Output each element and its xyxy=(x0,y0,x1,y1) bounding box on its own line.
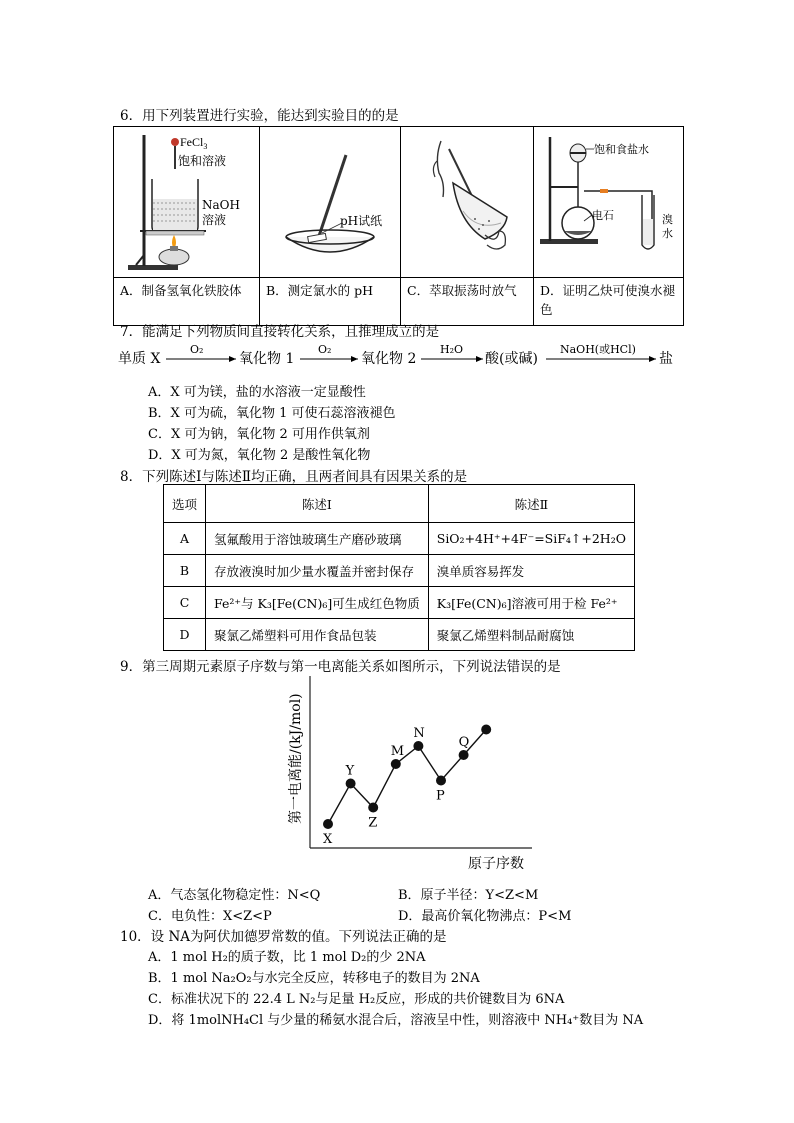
q6-stem: 6．用下列装置进行实验，能达到实验目的的是 xyxy=(120,108,399,124)
ionization-energy-series xyxy=(323,725,491,848)
q7-option-a: A．X 可为镁，盐的水溶液一定显酸性 xyxy=(148,385,366,400)
q8-statement-table xyxy=(163,484,635,651)
q6-option-a: A．制备氢氧化铁胶体 xyxy=(114,278,260,326)
q6-option-d: D．证明乙炔可使溴水褪色 xyxy=(534,278,684,326)
q9-option-b: B．原子半径：Y<Z<M xyxy=(398,888,539,903)
q8-stem: 8．下列陈述Ⅰ与陈述Ⅱ均正确，且两者间具有因果关系的是 xyxy=(120,469,468,485)
q6-image-d xyxy=(534,127,684,278)
q7-conversion-chain xyxy=(118,342,688,372)
x-axis-label: 原子序数 xyxy=(468,856,524,872)
q10-option-a: A．1 mol H₂的质子数，比 1 mol D₂的少 2NA xyxy=(148,950,426,965)
q8-row-b-option: B xyxy=(164,555,206,587)
q6a-label-saturated: 饱和溶液 xyxy=(178,154,227,168)
data-point-Q xyxy=(459,750,469,760)
q6a-label-naoh: NaOH xyxy=(202,198,240,212)
q9-option-d: D．最高价氧化物沸点：P<M xyxy=(398,909,572,924)
data-point-P xyxy=(436,776,446,786)
q6b-label-ph-paper: pH试纸 xyxy=(340,214,383,228)
chain-node-3: 氧化物 2 xyxy=(361,351,417,367)
q6a-label-solution: 溶液 xyxy=(202,213,227,227)
data-point-M xyxy=(391,759,401,769)
chain-arrow-4-label: NaOH(或HCl) xyxy=(560,343,636,356)
q6d-label-brine: 饱和食盐水 xyxy=(594,143,649,156)
q7-option-b: B．X 可为硫，氧化物 1 可使石蕊溶液褪色 xyxy=(148,406,396,421)
q10-stem: 10．设 NA为阿伏加德罗常数的值。下列说法正确的是 xyxy=(120,929,447,945)
data-point-Z xyxy=(368,803,378,813)
q7-option-d: D．X 可为氮，氧化物 2 是酸性氧化物 xyxy=(148,448,371,463)
q8-row-d-option: D xyxy=(164,619,206,651)
q6-option-c: C．萃取振荡时放气 xyxy=(401,278,534,326)
q6d-label-bromine: 溴 xyxy=(662,213,673,226)
data-point-N xyxy=(413,741,423,751)
q8-row-d-s1: 聚氯乙烯塑料可用作食品包装 xyxy=(206,619,429,651)
q6a-label-fecl3: FeCl$_3$ xyxy=(180,135,208,151)
q8-header-statement-1: 陈述Ⅰ xyxy=(206,485,429,523)
fecl3-beaker-heating-diagram xyxy=(114,127,259,273)
point-label-Y: Y xyxy=(345,763,355,779)
q8-row-a-s1: 氢氟酸用于溶蚀玻璃生产磨砂玻璃 xyxy=(206,523,429,555)
q8-row-b-s2: 溴单质容易挥发 xyxy=(428,555,634,587)
point-label-N: N xyxy=(413,726,425,741)
q9-stem: 9．第三周期元素原子序数与第一电离能关系如图所示，下列说法错误的是 xyxy=(120,659,561,675)
q10-option-c: C．标准状况下的 22.4 L N₂与足量 H₂反应，形成的共价键数目为 6NA xyxy=(148,992,565,1007)
data-point-p7 xyxy=(481,725,491,735)
q8-header-option: 选项 xyxy=(164,485,206,523)
q6d-label-water: 水 xyxy=(662,227,673,240)
q6-image-b xyxy=(260,127,401,278)
chain-node-4: 酸(或碱) xyxy=(485,351,538,367)
point-label-Q: Q xyxy=(458,735,470,750)
data-point-X xyxy=(323,819,333,829)
ph-paper-dish-diagram xyxy=(260,127,400,273)
point-label-Z: Z xyxy=(368,815,378,831)
chain-arrow-2-label: O₂ xyxy=(318,343,332,356)
q8-header-statement-2: 陈述Ⅱ xyxy=(428,485,634,523)
q8-row-c-s1: Fe²⁺与 K₃[Fe(CN)₆]可生成红色物质 xyxy=(206,587,429,619)
q8-row-d-s2: 聚氯乙烯塑料制品耐腐蚀 xyxy=(428,619,634,651)
q6-apparatus-table xyxy=(113,126,684,326)
chain-node-2: 氧化物 1 xyxy=(239,351,295,367)
ionization-energy-chart xyxy=(282,676,542,876)
q8-row-a-s2: SiO₂+4H⁺+4F⁻=SiF₄↑+2H₂O xyxy=(428,523,634,555)
q9-option-a: A．气态氢化物稳定性：N<Q xyxy=(148,888,321,903)
q6d-label-carbide: 电石 xyxy=(592,209,614,222)
q8-row-a-option: A xyxy=(164,523,206,555)
chain-node-5: 盐 xyxy=(659,351,673,367)
point-label-P: P xyxy=(436,788,445,804)
q8-row-b-s1: 存放液溴时加少量水覆盖并密封保存 xyxy=(206,555,429,587)
q6-image-c xyxy=(401,127,534,278)
chain-node-1: 单质 X xyxy=(118,351,161,367)
acetylene-bromine-water-diagram xyxy=(534,127,683,273)
q6-option-b: B．测定氯水的 pH xyxy=(260,278,401,326)
q6-image-a xyxy=(114,127,260,278)
y-axis-label: 第一电离能/(kJ/mol) xyxy=(288,693,304,824)
q7-option-c: C．X 可为钠，氧化物 2 可用作供氧剂 xyxy=(148,427,370,442)
chain-arrow-3-label: H₂O xyxy=(440,343,464,356)
q9-option-c: C．电负性：X<Z<P xyxy=(148,909,272,924)
q10-option-b: B．1 mol Na₂O₂与水完全反应，转移电子的数目为 2NA xyxy=(148,971,480,986)
point-label-M: M xyxy=(390,744,405,759)
point-label-X: X xyxy=(323,832,333,847)
q8-row-c-s2: K₃[Fe(CN)₆]溶液可用于检 Fe²⁺ xyxy=(428,587,634,619)
data-point-Y xyxy=(346,779,356,789)
q8-row-c-option: C xyxy=(164,587,206,619)
separatory-funnel-diagram xyxy=(401,127,533,273)
q7-stem: 7．能满足下列物质间直接转化关系，且推理成立的是 xyxy=(120,324,440,340)
chain-arrow-1-label: O₂ xyxy=(190,343,204,356)
q10-option-d: D．将 1molNH₄Cl 与少量的稀氨水混合后，溶液呈中性，则溶液中 NH₄⁺数目为 NA xyxy=(148,1013,644,1028)
